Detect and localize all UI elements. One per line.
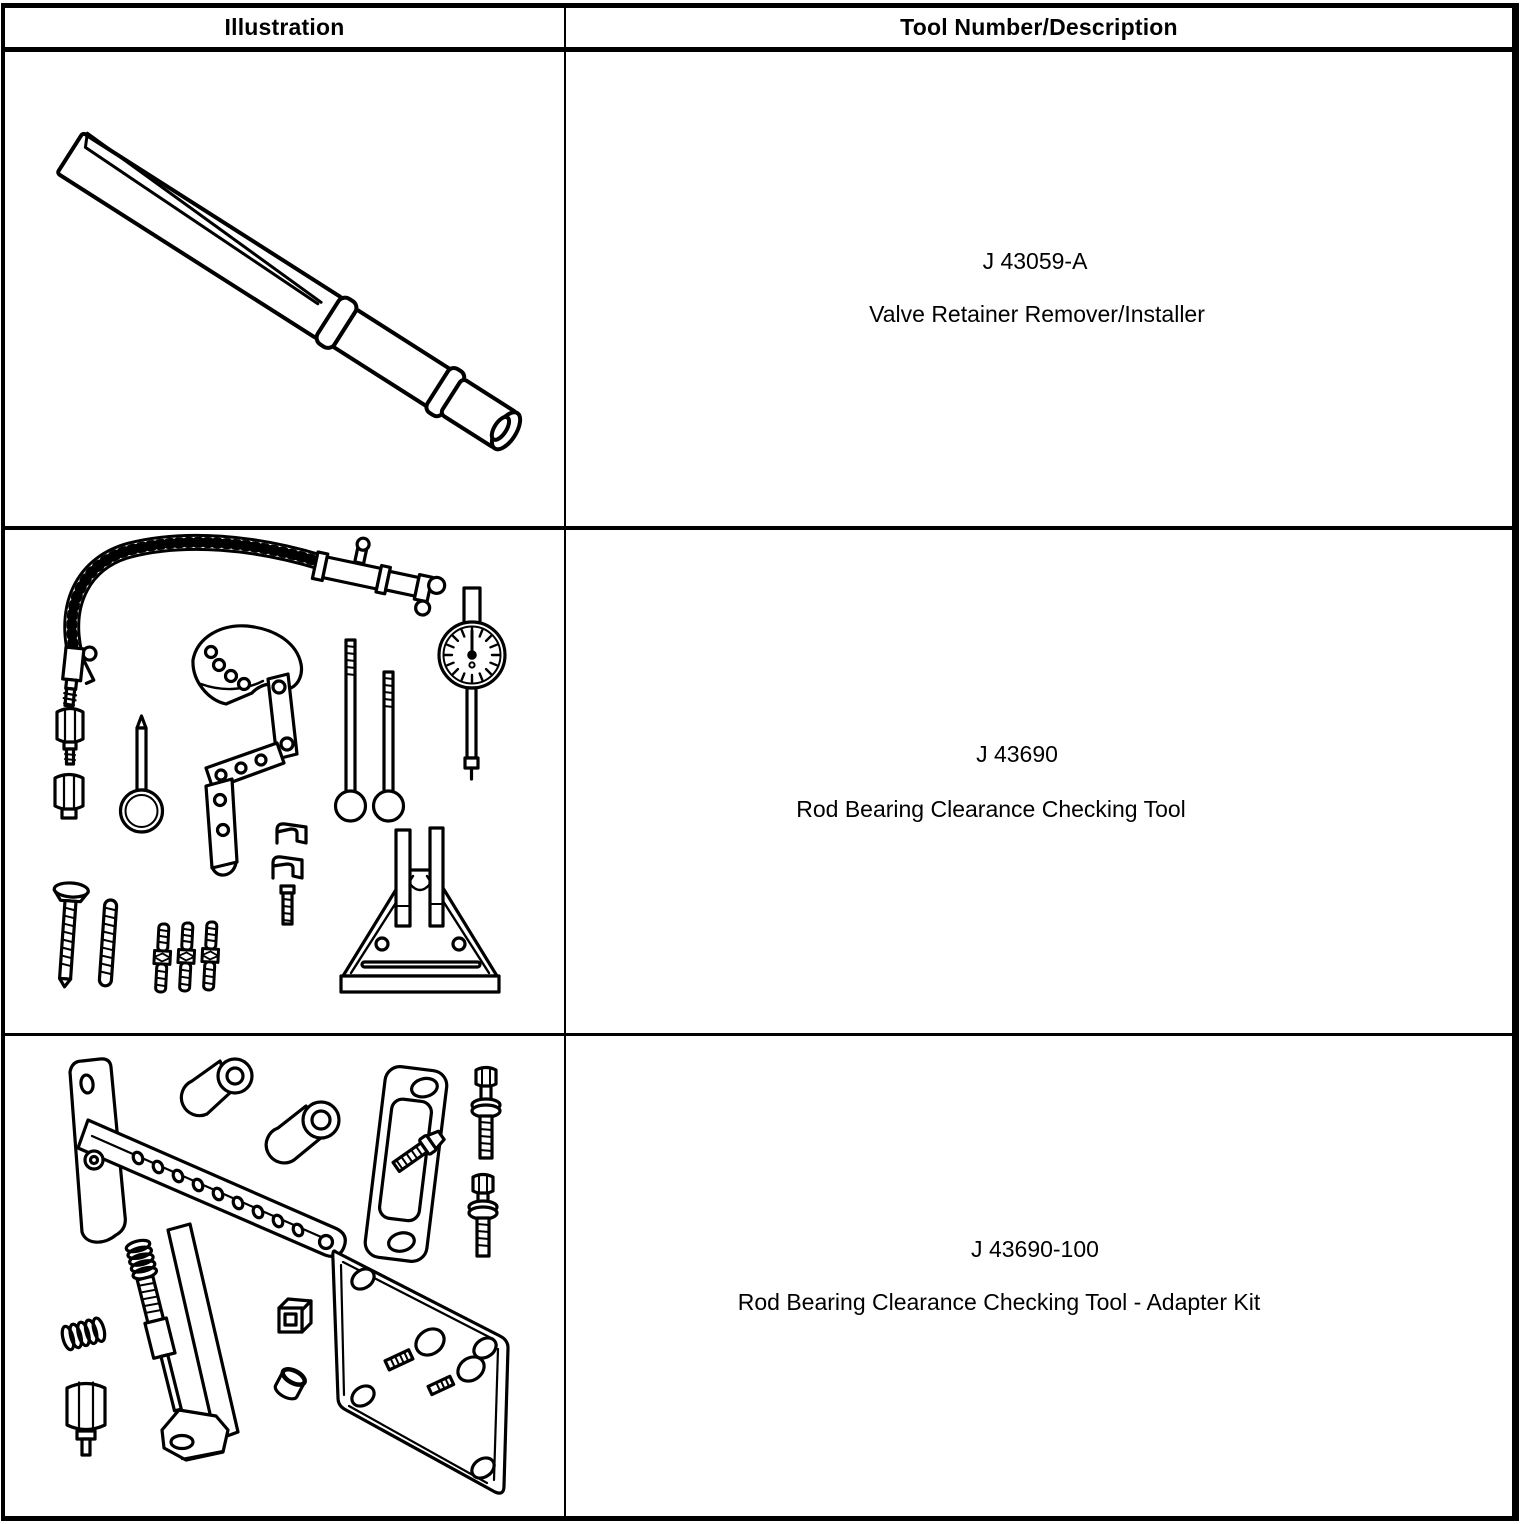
table-row [5,530,1512,1036]
hex-adapter-fittings [55,709,83,819]
header-tool-number-description-label: Tool Number/Description [900,14,1178,40]
header-tool-number-description [566,8,1512,47]
tool-description: Rod Bearing Clearance Checking Tool - Adapter Kit [737,1289,1261,1315]
valve-retainer-remover-installer-illustration [40,105,560,505]
adapter-bushings [181,1059,339,1163]
hex-standoff [67,1383,105,1456]
tool-number: J 43690-100 [971,1236,1099,1262]
table-row [5,52,1512,530]
base-plate-with-posts [341,828,499,992]
ball-end-studs [336,640,404,821]
table-row [5,1036,1512,1516]
side-plate [364,1065,449,1263]
special-tools-table [1,3,1519,1521]
header-illustration [5,8,566,47]
large-head-screw [48,882,89,988]
coil-spring [60,1317,107,1351]
tool-description: Valve Retainer Remover/Installer [869,301,1205,327]
small-screw [281,886,294,924]
retaining-clips [273,824,306,878]
pull-pin-with-ring [121,716,163,832]
tool-description: Rod Bearing Clearance Checking Tool [796,796,1186,822]
description-cell [566,52,1512,526]
checking-tool-bracket [193,626,302,875]
long-threaded-stud [99,900,117,987]
small-cylinder [273,1366,307,1402]
dial-indicator [439,588,505,779]
tool-number: J 43690 [976,741,1058,767]
illustration-cell-rod-bearing-kit [5,530,566,1033]
illustration-cell-valve-retainer-tool [5,52,566,526]
spring-loaded-rod-assembly [125,1224,238,1460]
rod-bearing-adapter-kit-illustration [30,1048,550,1508]
description-cell [566,530,1512,1033]
adapter-bolts [469,1068,500,1257]
illustration-cell-adapter-kit [5,1036,566,1516]
hose-start-fitting [60,645,97,708]
tool-number: J 43059-A [982,248,1088,274]
table-header-row [5,8,1512,52]
rod-bearing-clearance-checking-tool-illustration [25,532,545,1002]
valve-retainer-tool-drawing [55,130,528,459]
square-nut [279,1299,311,1332]
header-illustration-label: Illustration [224,14,345,40]
description-cell [566,1036,1512,1516]
adapter-plate [333,1251,508,1493]
hose-end-fitting [310,532,451,618]
